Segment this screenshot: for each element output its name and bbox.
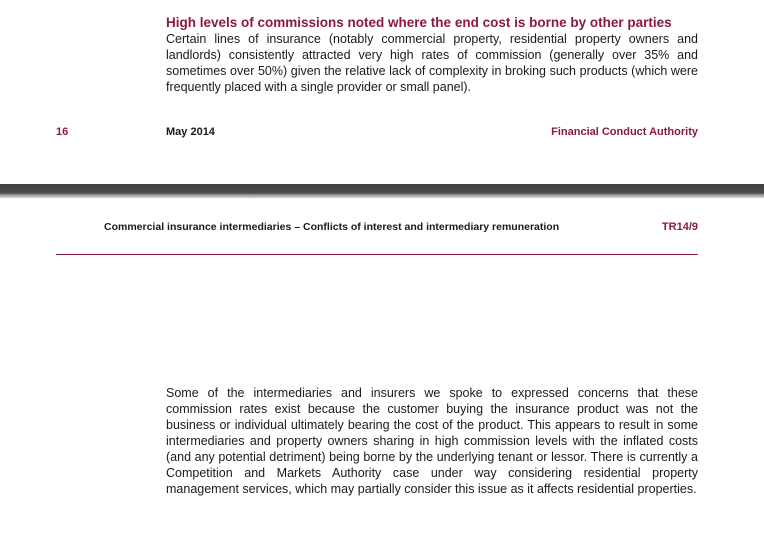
running-header-title: Commercial insurance intermediaries – Conflicts of interest and intermediary remuneration bbox=[104, 221, 560, 233]
header-rule bbox=[56, 254, 698, 255]
running-header-report-code: TR14/9 bbox=[661, 221, 698, 233]
body-paragraph-top: Certain lines of insurance (notably commercial property, residential property owners and landlords) consistently attracted very high rates of commission (generally over 35% and sometimes over 50%) given the relative lack of complexity in broking such products (which were frequently placed with a single provider or small panel). bbox=[166, 32, 698, 94]
footer-organisation: Financial Conduct Authority bbox=[551, 126, 698, 138]
page-separator bbox=[0, 184, 764, 198]
document-page-bottom bbox=[0, 198, 764, 546]
footer-page-number: 16 bbox=[56, 126, 69, 138]
footer-date: May 2014 bbox=[166, 126, 215, 138]
document-page-top bbox=[0, 0, 764, 184]
section-heading: High levels of commissions noted where the end cost is borne by other parties bbox=[166, 15, 672, 30]
body-paragraph-bottom: Some of the intermediaries and insurers we spoke to expressed concerns that these commission rates exist because the customer buying the insurance product was not the business or individual ultimately bearing the cost of the product. This appears to result in some intermediaries and property owners sharing in high commission levels with the inflated costs (and any potential detriment) being borne by the underlying tenant or lessor. There is currently a Competition and Markets Authority case under way considering residential property management services, which may partially consider this issue as it affects residential properties. bbox=[166, 386, 698, 496]
